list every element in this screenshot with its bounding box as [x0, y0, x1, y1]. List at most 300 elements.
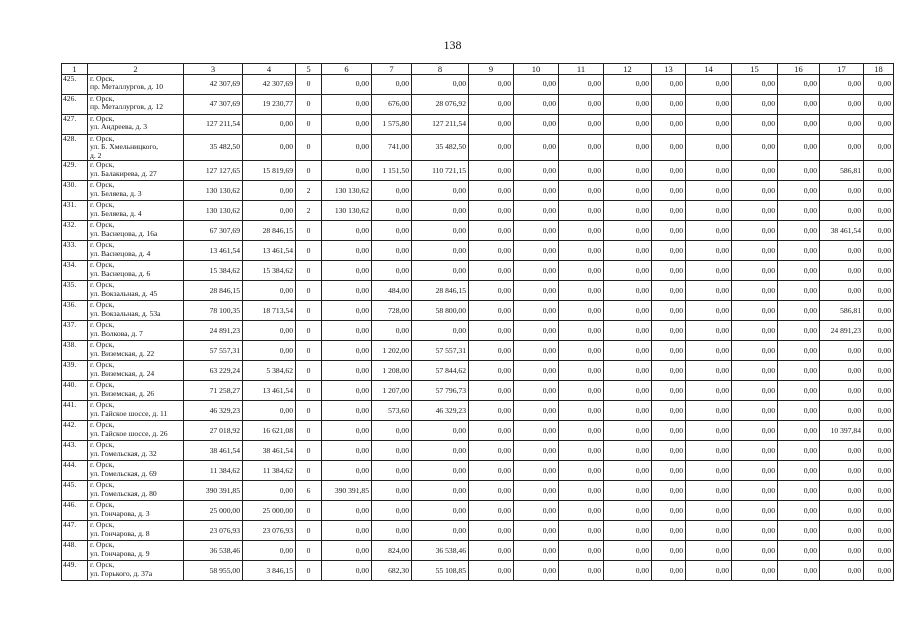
address-line: г. Орск,	[90, 220, 115, 230]
address-line: ул. Виземская, д. 24	[90, 368, 155, 378]
value-cell: 0,00	[604, 301, 652, 321]
value-cell: 0,00	[652, 501, 686, 521]
address-line: ул. Беляева, д. 3	[90, 188, 142, 198]
value-cell: 47 307,69	[184, 95, 243, 115]
address-line: г. Орск,	[90, 380, 115, 390]
column-header: 17	[820, 64, 864, 75]
address-cell	[88, 421, 184, 441]
value-cell: 0,00	[864, 181, 894, 201]
value-cell: 3 846,15	[243, 561, 296, 581]
address-line: г. Орск,	[90, 260, 115, 270]
value-cell: 1 207,00	[372, 381, 412, 401]
value-cell: 0,00	[469, 135, 514, 161]
value-cell: 127 127,65	[184, 161, 243, 181]
value-cell: 0,00	[686, 421, 732, 441]
value-cell: 0,00	[652, 441, 686, 461]
table-row	[62, 421, 894, 441]
address-cell	[88, 135, 184, 161]
value-cell: 0,00	[864, 461, 894, 481]
column-header: 16	[778, 64, 820, 75]
address-cell	[88, 541, 184, 561]
table-row	[62, 461, 894, 481]
count-cell: 0	[296, 221, 322, 241]
value-cell: 0,00	[322, 301, 372, 321]
address-line: ул. Гомельская, д. 32	[90, 448, 157, 458]
table-row	[62, 301, 894, 321]
address-line: ул. Виземская, д. 26	[90, 388, 155, 398]
value-cell: 484,00	[372, 281, 412, 301]
row-number-cell: 443.	[62, 441, 88, 461]
value-cell: 0,00	[864, 521, 894, 541]
value-cell: 0,00	[652, 135, 686, 161]
value-cell: 23 076,93	[184, 521, 243, 541]
address-cell	[88, 201, 184, 221]
value-cell: 0,00	[778, 135, 820, 161]
value-cell: 0,00	[469, 441, 514, 461]
value-cell: 0,00	[732, 201, 778, 221]
value-cell: 0,00	[820, 95, 864, 115]
value-cell: 0,00	[559, 181, 604, 201]
value-cell: 0,00	[652, 181, 686, 201]
address-cell	[88, 261, 184, 281]
value-cell: 0,00	[469, 75, 514, 95]
row-number-cell: 449.	[62, 561, 88, 581]
count-cell: 6	[296, 481, 322, 501]
value-cell: 0,00	[732, 301, 778, 321]
value-cell: 0,00	[322, 341, 372, 361]
value-cell: 0,00	[559, 221, 604, 241]
value-cell: 57 557,31	[412, 341, 469, 361]
value-cell: 0,00	[686, 561, 732, 581]
address-line: г. Орск,	[90, 440, 115, 450]
value-cell: 0,00	[514, 241, 559, 261]
address-line: ул. Гайское шоссе, д. 26	[90, 428, 168, 438]
value-cell: 0,00	[604, 75, 652, 95]
address-cell	[88, 501, 184, 521]
value-cell: 0,00	[322, 161, 372, 181]
value-cell: 0,00	[864, 421, 894, 441]
value-cell: 0,00	[243, 321, 296, 341]
value-cell: 19 230,77	[243, 95, 296, 115]
address-line: г. Орск,	[90, 134, 115, 143]
address-line: ул. Гончарова, д. 8	[90, 528, 150, 538]
count-cell: 0	[296, 441, 322, 461]
column-header: 1	[62, 64, 88, 75]
value-cell: 0,00	[686, 221, 732, 241]
value-cell: 0,00	[559, 481, 604, 501]
value-cell: 0,00	[686, 521, 732, 541]
address-line: ул. Гончарова, д. 9	[90, 548, 150, 558]
value-cell: 0,00	[732, 381, 778, 401]
value-cell: 127 211,54	[184, 115, 243, 135]
value-cell: 0,00	[732, 481, 778, 501]
value-cell: 0,00	[412, 521, 469, 541]
row-number-cell: 440.	[62, 381, 88, 401]
value-cell: 0,00	[243, 135, 296, 161]
table-row	[62, 201, 894, 221]
count-cell: 0	[296, 561, 322, 581]
value-cell: 0,00	[820, 241, 864, 261]
value-cell: 0,00	[469, 481, 514, 501]
value-cell: 0,00	[243, 481, 296, 501]
value-cell: 0,00	[686, 301, 732, 321]
row-number-cell: 445.	[62, 481, 88, 501]
value-cell: 0,00	[372, 221, 412, 241]
row-number-cell: 435.	[62, 281, 88, 301]
value-cell: 0,00	[864, 341, 894, 361]
value-cell: 0,00	[778, 281, 820, 301]
value-cell: 15 384,62	[243, 261, 296, 281]
value-cell: 0,00	[778, 421, 820, 441]
value-cell: 0,00	[778, 261, 820, 281]
table-row	[62, 261, 894, 281]
value-cell: 0,00	[412, 321, 469, 341]
value-cell: 11 384,62	[243, 461, 296, 481]
address-cell	[88, 521, 184, 541]
value-cell: 110 721,15	[412, 161, 469, 181]
value-cell: 1 202,00	[372, 341, 412, 361]
count-cell: 0	[296, 361, 322, 381]
table-row	[62, 561, 894, 581]
value-cell: 0,00	[372, 261, 412, 281]
value-cell: 0,00	[322, 441, 372, 461]
value-cell: 0,00	[820, 541, 864, 561]
table-row	[62, 221, 894, 241]
value-cell: 0,00	[469, 115, 514, 135]
address-cell	[88, 401, 184, 421]
address-line: ул. Беляева, д. 4	[90, 208, 142, 218]
value-cell: 0,00	[820, 181, 864, 201]
value-cell: 0,00	[514, 75, 559, 95]
value-cell: 0,00	[514, 221, 559, 241]
value-cell: 78 100,35	[184, 301, 243, 321]
value-cell: 1 208,00	[372, 361, 412, 381]
column-header: 6	[322, 64, 372, 75]
value-cell: 0,00	[686, 75, 732, 95]
address-cell	[88, 381, 184, 401]
value-cell: 46 329,23	[184, 401, 243, 421]
value-cell: 0,00	[243, 201, 296, 221]
value-cell: 0,00	[412, 481, 469, 501]
value-cell: 0,00	[652, 221, 686, 241]
row-number-cell: 444.	[62, 461, 88, 481]
value-cell: 0,00	[820, 341, 864, 361]
value-cell: 0,00	[412, 221, 469, 241]
value-cell: 0,00	[820, 461, 864, 481]
value-cell: 824,00	[372, 541, 412, 561]
value-cell: 0,00	[322, 321, 372, 341]
address-line: ул. Андреева, д. 3	[90, 122, 148, 132]
address-line: г. Орск,	[90, 340, 115, 350]
value-cell: 0,00	[864, 321, 894, 341]
count-cell: 0	[296, 461, 322, 481]
value-cell: 127 211,54	[412, 115, 469, 135]
value-cell: 0,00	[864, 561, 894, 581]
value-cell: 0,00	[412, 501, 469, 521]
value-cell: 728,00	[372, 301, 412, 321]
address-line: ул. Васнецова, д. 6	[90, 268, 151, 278]
value-cell: 0,00	[820, 521, 864, 541]
value-cell: 0,00	[514, 441, 559, 461]
value-cell: 0,00	[322, 361, 372, 381]
value-cell: 0,00	[559, 421, 604, 441]
address-cell	[88, 115, 184, 135]
address-cell	[88, 181, 184, 201]
value-cell: 0,00	[732, 561, 778, 581]
address-line: ул. Горького, д. 37а	[90, 568, 153, 578]
value-cell: 0,00	[469, 95, 514, 115]
value-cell: 0,00	[243, 115, 296, 135]
value-cell: 130 130,62	[184, 181, 243, 201]
column-header: 14	[686, 64, 732, 75]
address-cell	[88, 341, 184, 361]
value-cell: 0,00	[559, 75, 604, 95]
value-cell: 0,00	[864, 401, 894, 421]
value-cell: 0,00	[322, 521, 372, 541]
value-cell: 0,00	[732, 461, 778, 481]
value-cell: 741,00	[372, 135, 412, 161]
table-row	[62, 181, 894, 201]
address-cell	[88, 221, 184, 241]
address-line: ул. Волкова, д. 7	[90, 328, 143, 338]
count-cell: 0	[296, 301, 322, 321]
row-number-cell: 431.	[62, 201, 88, 221]
value-cell: 0,00	[652, 281, 686, 301]
value-cell: 0,00	[469, 221, 514, 241]
value-cell: 0,00	[514, 461, 559, 481]
value-cell: 0,00	[559, 441, 604, 461]
value-cell: 15 384,62	[184, 261, 243, 281]
value-cell: 0,00	[469, 521, 514, 541]
address-line: г. Орск,	[90, 280, 115, 290]
value-cell: 25 000,00	[243, 501, 296, 521]
value-cell: 0,00	[322, 421, 372, 441]
value-cell: 0,00	[514, 321, 559, 341]
value-cell: 0,00	[604, 521, 652, 541]
value-cell: 0,00	[732, 501, 778, 521]
value-cell: 0,00	[469, 341, 514, 361]
value-cell: 0,00	[864, 135, 894, 161]
value-cell: 0,00	[686, 115, 732, 135]
value-cell: 0,00	[322, 461, 372, 481]
value-cell: 0,00	[820, 75, 864, 95]
value-cell: 0,00	[864, 501, 894, 521]
count-cell: 0	[296, 341, 322, 361]
address-cell	[88, 481, 184, 501]
value-cell: 0,00	[559, 461, 604, 481]
value-cell: 0,00	[732, 441, 778, 461]
row-number-cell: 433.	[62, 241, 88, 261]
value-cell: 0,00	[514, 135, 559, 161]
row-number-cell: 428.	[62, 135, 88, 161]
row-number-cell: 438.	[62, 341, 88, 361]
value-cell: 0,00	[652, 75, 686, 95]
value-cell: 0,00	[820, 401, 864, 421]
value-cell: 0,00	[322, 115, 372, 135]
count-cell: 0	[296, 95, 322, 115]
count-cell: 0	[296, 135, 322, 161]
value-cell: 0,00	[652, 341, 686, 361]
value-cell: 0,00	[559, 341, 604, 361]
value-cell: 0,00	[604, 541, 652, 561]
value-cell: 0,00	[322, 95, 372, 115]
value-cell: 0,00	[412, 75, 469, 95]
value-cell: 0,00	[820, 561, 864, 581]
value-cell: 0,00	[559, 115, 604, 135]
address-line: д. 2	[90, 150, 102, 160]
data-table	[61, 63, 894, 581]
value-cell: 13 461,54	[243, 241, 296, 261]
column-header: 9	[469, 64, 514, 75]
address-cell	[88, 281, 184, 301]
value-cell: 0,00	[322, 501, 372, 521]
value-cell: 0,00	[686, 161, 732, 181]
value-cell: 0,00	[514, 541, 559, 561]
row-number-cell: 434.	[62, 261, 88, 281]
value-cell: 0,00	[778, 561, 820, 581]
value-cell: 0,00	[686, 361, 732, 381]
value-cell: 0,00	[732, 361, 778, 381]
value-cell: 0,00	[778, 361, 820, 381]
value-cell: 5 384,62	[243, 361, 296, 381]
address-line: пр. Металлургов, д. 10	[90, 82, 164, 92]
value-cell: 0,00	[732, 75, 778, 95]
value-cell: 0,00	[604, 561, 652, 581]
value-cell: 0,00	[604, 321, 652, 341]
value-cell: 38 461,54	[820, 221, 864, 241]
address-line: г. Орск,	[90, 114, 115, 123]
address-cell	[88, 441, 184, 461]
row-number-cell: 441.	[62, 401, 88, 421]
value-cell: 0,00	[732, 115, 778, 135]
value-cell: 0,00	[243, 341, 296, 361]
count-cell: 0	[296, 241, 322, 261]
value-cell: 0,00	[514, 421, 559, 441]
value-cell: 0,00	[864, 95, 894, 115]
value-cell: 0,00	[469, 561, 514, 581]
value-cell: 0,00	[604, 95, 652, 115]
row-number-cell: 446.	[62, 501, 88, 521]
value-cell: 0,00	[604, 461, 652, 481]
value-cell: 0,00	[322, 75, 372, 95]
value-cell: 11 384,62	[184, 461, 243, 481]
count-cell: 0	[296, 321, 322, 341]
value-cell: 0,00	[686, 401, 732, 421]
value-cell: 0,00	[372, 441, 412, 461]
row-number-cell: 448.	[62, 541, 88, 561]
value-cell: 0,00	[778, 381, 820, 401]
value-cell: 0,00	[864, 361, 894, 381]
value-cell: 0,00	[864, 301, 894, 321]
value-cell: 35 482,50	[412, 135, 469, 161]
address-line: ул. Вокзальная, д. 53а	[90, 308, 161, 318]
value-cell: 13 461,54	[184, 241, 243, 261]
table-row	[62, 161, 894, 181]
column-header: 8	[412, 64, 469, 75]
table-row	[62, 501, 894, 521]
value-cell: 0,00	[243, 281, 296, 301]
value-cell: 38 461,54	[184, 441, 243, 461]
value-cell: 0,00	[604, 381, 652, 401]
value-cell: 0,00	[686, 481, 732, 501]
value-cell: 0,00	[820, 135, 864, 161]
value-cell: 0,00	[652, 561, 686, 581]
value-cell: 27 018,92	[184, 421, 243, 441]
address-line: пр. Металлургов, д. 12	[90, 102, 164, 112]
address-cell	[88, 241, 184, 261]
value-cell: 0,00	[514, 301, 559, 321]
value-cell: 0,00	[686, 95, 732, 115]
value-cell: 0,00	[864, 221, 894, 241]
value-cell: 0,00	[864, 161, 894, 181]
value-cell: 0,00	[778, 161, 820, 181]
table-row	[62, 481, 894, 501]
value-cell: 10 397,84	[820, 421, 864, 441]
value-cell: 0,00	[864, 261, 894, 281]
value-cell: 0,00	[469, 501, 514, 521]
value-cell: 0,00	[604, 115, 652, 135]
value-cell: 0,00	[686, 501, 732, 521]
value-cell: 0,00	[372, 521, 412, 541]
value-cell: 0,00	[652, 421, 686, 441]
address-cell	[88, 75, 184, 95]
value-cell: 0,00	[559, 281, 604, 301]
value-cell: 0,00	[686, 461, 732, 481]
count-cell: 0	[296, 521, 322, 541]
value-cell: 0,00	[514, 481, 559, 501]
table-row	[62, 361, 894, 381]
column-header: 11	[559, 64, 604, 75]
value-cell: 0,00	[652, 161, 686, 181]
value-cell: 0,00	[322, 281, 372, 301]
column-header: 15	[732, 64, 778, 75]
address-line: г. Орск,	[90, 180, 115, 190]
value-cell: 0,00	[604, 421, 652, 441]
table-row	[62, 441, 894, 461]
table-row	[62, 321, 894, 341]
value-cell: 0,00	[732, 541, 778, 561]
address-line: г. Орск,	[90, 480, 115, 490]
row-number-cell: 427.	[62, 115, 88, 135]
count-cell: 0	[296, 115, 322, 135]
value-cell: 0,00	[604, 241, 652, 261]
value-cell: 0,00	[778, 501, 820, 521]
table-body	[62, 75, 894, 581]
value-cell: 0,00	[778, 341, 820, 361]
address-line: ул. Б. Хмельницкого,	[90, 142, 159, 152]
value-cell: 0,00	[243, 181, 296, 201]
value-cell: 0,00	[559, 561, 604, 581]
value-cell: 0,00	[686, 135, 732, 161]
value-cell: 0,00	[604, 135, 652, 161]
value-cell: 0,00	[686, 281, 732, 301]
address-cell	[88, 95, 184, 115]
value-cell: 0,00	[686, 381, 732, 401]
address-line: г. Орск,	[90, 160, 115, 170]
value-cell: 0,00	[412, 181, 469, 201]
value-cell: 0,00	[652, 115, 686, 135]
value-cell: 24 891,23	[820, 321, 864, 341]
address-line: ул. Гомельская, д. 80	[90, 488, 157, 498]
value-cell: 0,00	[652, 241, 686, 261]
value-cell: 57 844,62	[412, 361, 469, 381]
count-cell: 0	[296, 161, 322, 181]
address-cell	[88, 301, 184, 321]
table-row	[62, 341, 894, 361]
row-number-cell: 432.	[62, 221, 88, 241]
value-cell: 58 955,00	[184, 561, 243, 581]
count-cell: 0	[296, 421, 322, 441]
